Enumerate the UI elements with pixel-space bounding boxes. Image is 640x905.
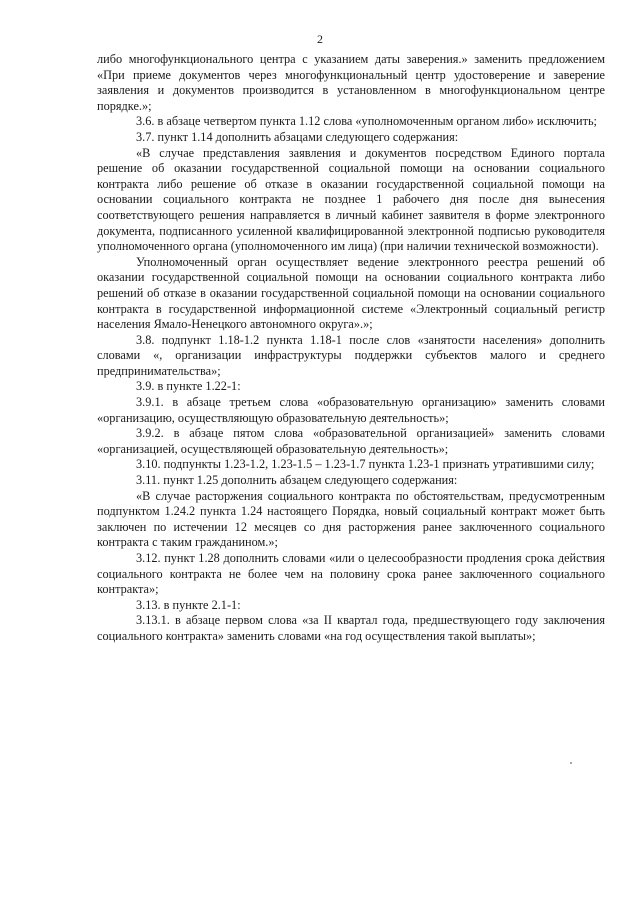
- paragraph-3-9-2: 3.9.2. в абзаце пятом слова «образовательной организацией» заменить словами «организацией, осуществляющей образовательную деятельность»;: [97, 426, 605, 456]
- paragraph-3-10: 3.10. подпункты 1.23-1.2, 1.23-1.5 – 1.23-1.7 пункта 1.23-1 признать утратившими силу;: [136, 457, 595, 472]
- paragraph-continuation: либо многофункционального центра с указанием даты заверения.» заменить предложением «При приеме документов через многофункциональный центр удостоверение и заверение заявления и документов производится в установленном в многофункциональном центре порядке.»;: [97, 52, 605, 113]
- paragraph-3-7-quote-2: Уполномоченный орган осуществляет ведение электронного реестра решений об оказании государственной социальной помощи на основании социального контракта либо решений об отказе в оказании государственной социальной помощи на основании социального контракта в государственной информационной системе «Электронный социальный регистр населения Ямало-Ненецкого автономного округа».»;: [97, 254, 605, 332]
- paragraph-3-12: 3.12. пункт 1.28 дополнить словами «или о целесообразности продления срока действия социального контракта не более чем на половину срока ранее заключенного социального контракта»;: [97, 551, 605, 597]
- scan-speck: [570, 762, 572, 764]
- paragraph-3-11: 3.11. пункт 1.25 дополнить абзацем следующего содержания:: [136, 473, 458, 488]
- paragraph-3-13: 3.13. в пункте 2.1-1:: [136, 597, 241, 612]
- page-number: 2: [317, 32, 323, 46]
- paragraph-3-7-quote-1: «В случае представления заявления и документов посредством Единого портала решение об оказании государственной социальной помощи на основании социального контракта либо решение об отказе в оказании государственной социальной помощи на основании социального контракта не позднее 1 рабочего дня после дня вынесения соответствующего решения направляется в личный кабинет заявителя в форме электронного документа, подписанного усиленной квалифицированной электронной подписью руководителя уполномоченного органа (уполномоченного им лица) (при наличии технической возможности).: [97, 145, 605, 254]
- document-body: [97, 52, 605, 645]
- paragraph-3-8: 3.8. подпункт 1.18-1.2 пункта 1.18-1 после слов «занятости населения» дополнить словами «, организации инфраструктуры поддержки субъектов малого и среднего предпринимательства»;: [97, 332, 605, 378]
- paragraph-3-9-1: 3.9.1. в абзаце третьем слова «образовательную организацию» заменить словами «организацию, осуществляющую образовательную деятельность»;: [97, 395, 605, 425]
- paragraph-3-9: 3.9. в пункте 1.22-1:: [136, 379, 241, 394]
- paragraph-3-13-1: 3.13.1. в абзаце первом слова «за II квартал года, предшествующего году заключения социального контракта» заменить словами «на год осуществления такой выплаты»;: [97, 613, 605, 643]
- paragraph-3-7: 3.7. пункт 1.14 дополнить абзацами следующего содержания:: [136, 129, 459, 144]
- paragraph-3-11-quote: «В случае расторжения социального контракта по обстоятельствам, предусмотренным подпунктом 1.24.2 пункта 1.24 настоящего Порядка, новый социальный контракт может быть заключен по истечении 12 месяцев со дня расторжения ранее заключенного социального контракта с таким гражданином.»;: [97, 488, 605, 550]
- paragraph-3-6: 3.6. в абзаце четвертом пункта 1.12 слова «уполномоченным органом либо» исключить;: [136, 114, 597, 129]
